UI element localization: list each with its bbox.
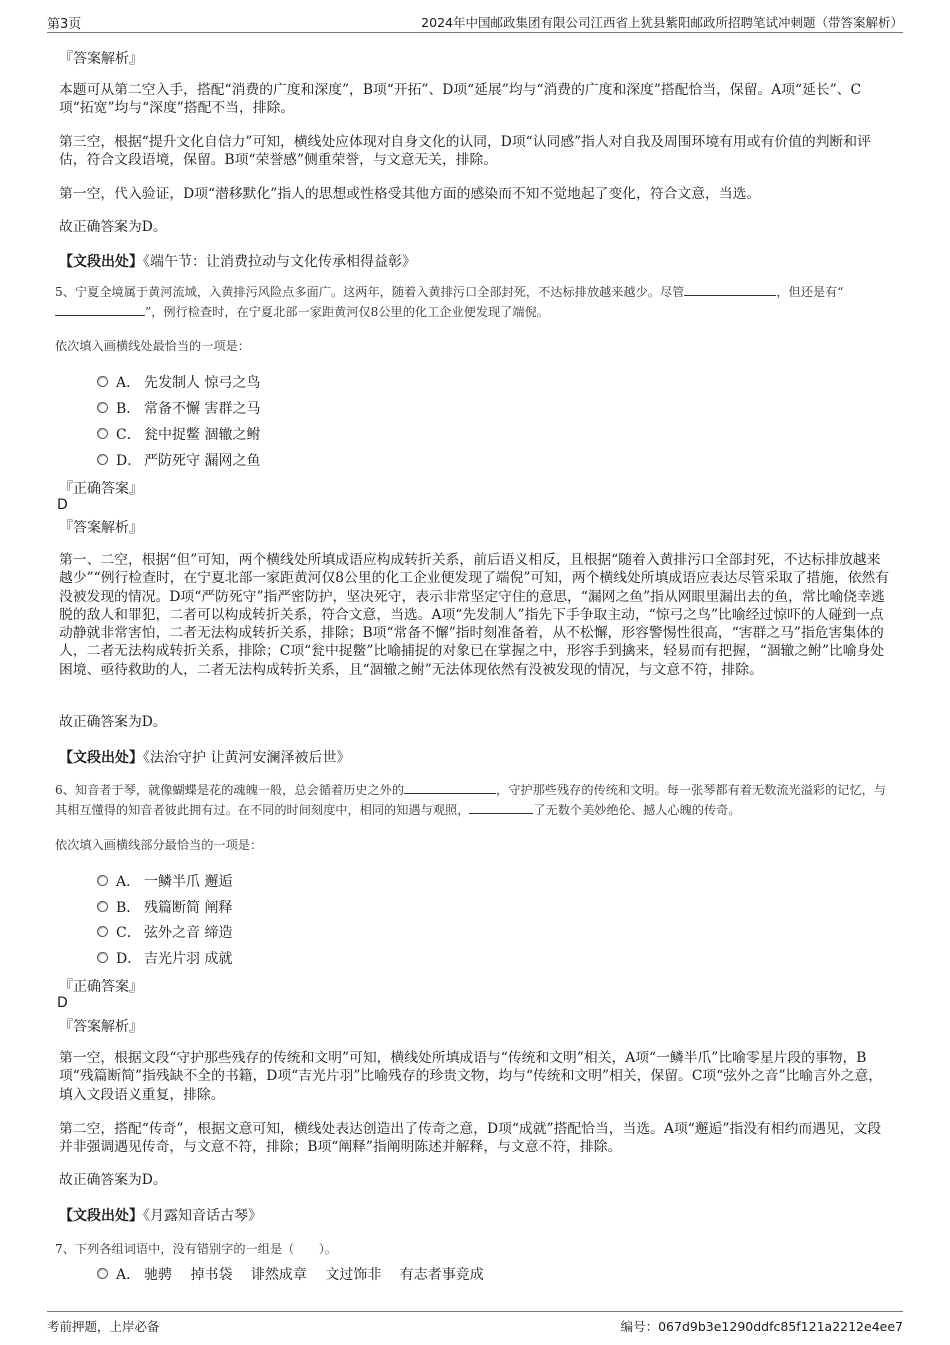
conclusion: 故正确答案为D。 (59, 714, 167, 730)
option-text: 瓮中捉鳖 涸辙之鲋 (144, 427, 261, 443)
question-stem (55, 781, 895, 820)
option-text: 驰骋 掉书袋 诽然成章 文过饰非 有志者事竞成 (144, 1267, 484, 1283)
radio-icon[interactable] (97, 952, 108, 963)
source-title: 《端午节：让消费拉动与文化传承相得益彰》 (143, 254, 416, 270)
instruction: 依次填入画横线处最恰当的一项是： (55, 339, 250, 353)
correct-answer: D (57, 497, 68, 513)
source-line (59, 747, 350, 767)
option-key: D． (116, 453, 142, 469)
option-key: A． (116, 874, 141, 890)
stem-text: ，但还是有“ (776, 285, 844, 299)
document-id: 编号：067d9b3e1290ddfc85f121a2212e4ee7 (620, 1319, 903, 1334)
option-key: B． (116, 401, 141, 417)
fill-blank (404, 781, 496, 794)
option-key: A． (116, 375, 141, 391)
page-header (47, 10, 903, 33)
question-stem: 7、下列各组词语中，没有错别字的一组是（ ）。 (55, 1242, 337, 1256)
analysis-label: 『答案解析』 (59, 51, 143, 67)
correct-answer-label: 『正确答案』 (59, 481, 143, 497)
fill-blank (469, 801, 533, 814)
question-stem (55, 283, 895, 322)
option-text: 严防死守 漏网之鱼 (144, 453, 261, 469)
page-number: 第3页 (47, 17, 82, 32)
instruction: 依次填入画横线部分最恰当的一项是： (55, 838, 263, 852)
analysis-paragraph: 第三空，根据“提升文化自信力”可知，横线处应体现对自身文化的认同，D项“认同感”指人对自我及周围环境有用或有价值的判断和评估，符合文段语境，保留。B项“荣誉感”侧重荣誉，与文意无关，排除。 (59, 134, 871, 169)
option-text: 一鳞半爪 邂逅 (144, 874, 233, 890)
analysis-paragraph: 第一空，代入验证，D项“潜移默化”指人的思想或性格受其他方面的感染而不知不觉地起了变化，符合文意，当选。 (59, 186, 761, 202)
option-text: 先发制人 惊弓之鸟 (144, 375, 261, 391)
fill-blank (684, 283, 776, 296)
radio-icon[interactable] (97, 402, 108, 413)
radio-icon[interactable] (97, 428, 108, 439)
option-key: B． (116, 900, 141, 916)
option-text: 吉光片羽 成就 (144, 951, 233, 967)
document-title: 2024年中国邮政集团有限公司江西省上犹县紫阳邮政所招聘笔试冲刺题（带答案解析） (421, 15, 903, 30)
option-key: D． (116, 951, 142, 967)
stem-text: ”，例行检查时，在宁夏北部一家距黄河仅8公里的化工企业便发现了端倪。 (145, 304, 549, 319)
conclusion: 故正确答案为D。 (59, 1172, 167, 1188)
analysis-paragraph: 第一空，根据文段“守护那些残存的传统和文明”可知，横线处所填成语与“传统和文明”相关，A项“一鳞半爪”比喻零星片段的事物，B项“残篇断简”指残缺不全的书籍，D项“吉光片羽”比喻残存的珍贵文物，均与“传统和文明”相关，保留。C项“弦外之音”比喻言外之意，填入文段语义重复，排除。 (59, 1050, 883, 1103)
option-text: 残篇断简 阐释 (144, 900, 233, 916)
radio-icon[interactable] (97, 376, 108, 387)
option-text: 常备不懈 害群之马 (144, 401, 261, 417)
footer-slogan: 考前押题，上岸必备 (47, 1319, 160, 1334)
radio-icon[interactable] (97, 875, 108, 886)
analysis-paragraph: 第一、二空，根据“但”可知，两个横线处所填成语应构成转折关系，前后语义相反，且根据“随着入黄排污口全部封死，不达标排放越来越少”“例行检查时，在宁夏北部一家距黄河仅8公里的化工企业便发现了端倪”可知，两个横线处所填成语应表达尽管采取了措施，依然有没被发现的情况。D项“严防死守”指严密防护，坚决死守，表示非常坚定守住的意思，“漏网之鱼”指从网眼里漏出去的鱼，常比喻侥幸逃脱的敌人和罪犯，二者可以构成转折关系，符合文意，当选。A项“先发制人”指先下手争取主动，“惊弓之鸟”比喻经过惊吓的人碰到一点动静就非常害怕，二者无法构成转折关系，排除；B项“常备不懈”指时刻准备着，从不松懈，形容警惕性很高，“害群之马”指危害集体的人，二者无法构成转折关系，排除；C项“瓮中捉鳖”比喻捕捉的对象已在掌握之中，形容手到擒来，轻易而有把握，“涸辙之鲋”比喻身处困境、亟待救助的人，二者无法构成转折关系，且“涸辙之鲋”无法体现依然有没被发现的情况，与文意不符，排除。 (59, 552, 890, 678)
option-key: A． (116, 1267, 141, 1283)
source-prefix: 【文段出处】 (59, 750, 143, 766)
radio-icon[interactable] (97, 926, 108, 937)
correct-answer-label: 『正确答案』 (59, 979, 143, 995)
radio-icon[interactable] (97, 901, 108, 912)
source-prefix: 【文段出处】 (59, 254, 143, 270)
conclusion: 故正确答案为D。 (59, 219, 167, 235)
analysis-label: 『答案解析』 (59, 520, 143, 536)
stem-text: 6、知音者于琴，就像蝴蝶是花的魂魄一般，总会循着历史之外的 (55, 783, 405, 797)
stem-text: 5、宁夏全境属于黄河流域，入黄排污风险点多面广。这两年，随着入黄排污口全部封死，不达标排放越来越少。尽管 (55, 285, 685, 299)
radio-icon[interactable] (97, 454, 108, 465)
option-key: C． (116, 925, 141, 941)
option-text: 弦外之音 缔造 (144, 925, 233, 941)
radio-icon[interactable] (97, 1268, 108, 1279)
analysis-label: 『答案解析』 (59, 1019, 143, 1035)
source-line (59, 1205, 262, 1225)
option-key: C． (116, 427, 141, 443)
analysis-paragraph: 第二空，搭配“传奇”，根据文意可知，横线处表达创造出了传奇之意，D项“成就”搭配恰当，当选。A项“邂逅”指没有相约而遇见，文段并非强调遇见传奇，与文意不符，排除；B项“阐释”指阐明陈述并解释，与文意不符，排除。 (59, 1121, 882, 1156)
page-footer (47, 1311, 903, 1338)
fill-blank (55, 303, 145, 316)
stem-text: ，守护那些残存的传统和文明。每一张琴都有着无数流光溢彩的记忆，与其相互懂得的知音者彼此拥有过。在不同的时间刻度中，相同的知遇与观照， (55, 783, 887, 817)
stem-text: 了无数个美妙绝伦、撼人心魄的传奇。 (533, 802, 741, 817)
source-line (59, 251, 416, 271)
source-title: 《月露知音话古琴》 (143, 1208, 262, 1224)
source-prefix: 【文段出处】 (59, 1208, 143, 1224)
analysis-paragraph: 本题可从第二空入手，搭配“消费的广度和深度”，B项“开拓”、D项“延展”均与“消费的广度和深度”搭配恰当，保留。A项“延长”、C项“拓宽”均与“深度”搭配不当，排除。 (59, 82, 862, 117)
correct-answer: D (57, 995, 68, 1011)
source-title: 《法治守护 让黄河安澜泽被后世》 (143, 750, 351, 766)
